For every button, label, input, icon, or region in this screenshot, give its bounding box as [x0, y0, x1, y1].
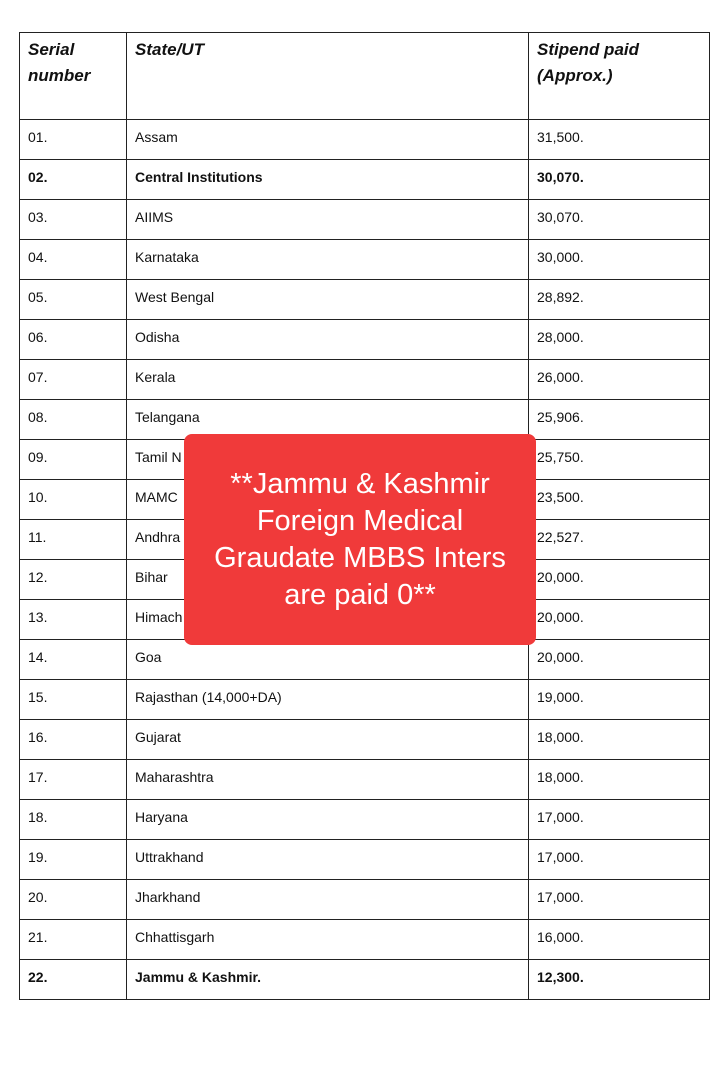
- cell-serial: 04.: [20, 240, 127, 280]
- cell-stipend: 20,000.: [529, 560, 710, 600]
- cell-serial: 16.: [20, 720, 127, 760]
- cell-state: Central Institutions: [127, 160, 529, 200]
- header-state-label: State/UT: [135, 40, 204, 59]
- cell-state: MAMC: [127, 480, 529, 520]
- table-row: [20, 320, 710, 360]
- cell-state: West Bengal: [127, 280, 529, 320]
- cell-state: Gujarat: [127, 720, 529, 760]
- cell-serial: 22.: [20, 960, 127, 1000]
- cell-stipend: 19,000.: [529, 680, 710, 720]
- overlay-notice: [184, 434, 536, 645]
- cell-serial: 08.: [20, 400, 127, 440]
- table-row: [20, 680, 710, 720]
- table-row: [20, 880, 710, 920]
- cell-stipend: 28,000.: [529, 320, 710, 360]
- cell-stipend: 25,750.: [529, 440, 710, 480]
- cell-state: Chhattisgarh: [127, 920, 529, 960]
- cell-state: Jammu & Kashmir.: [127, 960, 529, 1000]
- cell-serial: 05.: [20, 280, 127, 320]
- cell-stipend: 31,500.: [529, 120, 710, 160]
- cell-stipend: 17,000.: [529, 800, 710, 840]
- cell-stipend: 12,300.: [529, 960, 710, 1000]
- header-state-ut: [127, 33, 529, 120]
- cell-stipend: 17,000.: [529, 880, 710, 920]
- cell-state: Rajasthan (14,000+DA): [127, 680, 529, 720]
- table-row: [20, 800, 710, 840]
- cell-state: Maharashtra: [127, 760, 529, 800]
- cell-stipend: 18,000.: [529, 760, 710, 800]
- cell-serial: 13.: [20, 600, 127, 640]
- cell-stipend: 30,070.: [529, 200, 710, 240]
- cell-state: Kerala: [127, 360, 529, 400]
- cell-stipend: 23,500.: [529, 480, 710, 520]
- cell-state: Telangana: [127, 400, 529, 440]
- cell-serial: 19.: [20, 840, 127, 880]
- cell-serial: 18.: [20, 800, 127, 840]
- table-row: [20, 920, 710, 960]
- cell-serial: 14.: [20, 640, 127, 680]
- cell-state: Andhra: [127, 520, 529, 560]
- cell-state: Tamil N: [127, 440, 529, 480]
- cell-stipend: 28,892.: [529, 280, 710, 320]
- cell-state: Himach: [127, 600, 529, 640]
- cell-serial: 01.: [20, 120, 127, 160]
- table-row: [20, 960, 710, 1000]
- cell-state: Haryana: [127, 800, 529, 840]
- cell-stipend: 30,000.: [529, 240, 710, 280]
- table-row: [20, 240, 710, 280]
- cell-serial: 02.: [20, 160, 127, 200]
- cell-stipend: 20,000.: [529, 640, 710, 680]
- header-serial-number: [20, 33, 127, 120]
- cell-serial: 03.: [20, 200, 127, 240]
- cell-serial: 11.: [20, 520, 127, 560]
- table-row: [20, 160, 710, 200]
- header-serial-label: Serial number: [28, 40, 91, 85]
- cell-state: Bihar: [127, 560, 529, 600]
- table-row: [20, 640, 710, 680]
- cell-serial: 20.: [20, 880, 127, 920]
- cell-state: Assam: [127, 120, 529, 160]
- cell-serial: 07.: [20, 360, 127, 400]
- table-row: [20, 120, 710, 160]
- cell-serial: 09.: [20, 440, 127, 480]
- table-row: [20, 760, 710, 800]
- cell-state: Karnataka: [127, 240, 529, 280]
- cell-stipend: 25,906.: [529, 400, 710, 440]
- cell-serial: 21.: [20, 920, 127, 960]
- cell-stipend: 26,000.: [529, 360, 710, 400]
- cell-state: AIIMS: [127, 200, 529, 240]
- cell-serial: 15.: [20, 680, 127, 720]
- table-row: [20, 360, 710, 400]
- header-stipend-paid: [529, 33, 710, 120]
- cell-state: Odisha: [127, 320, 529, 360]
- header-row: [20, 33, 710, 120]
- table-row: [20, 200, 710, 240]
- cell-serial: 06.: [20, 320, 127, 360]
- table-row: [20, 720, 710, 760]
- header-stipend-label: Stipend paid (Approx.): [537, 40, 639, 85]
- cell-stipend: 18,000.: [529, 720, 710, 760]
- cell-serial: 12.: [20, 560, 127, 600]
- overlay-notice-text: **Jammu & Kashmir Foreign Medical Graudate MBBS Inters are paid 0**: [214, 467, 506, 611]
- cell-stipend: 17,000.: [529, 840, 710, 880]
- cell-stipend: 22,527.: [529, 520, 710, 560]
- cell-serial: 10.: [20, 480, 127, 520]
- cell-serial: 17.: [20, 760, 127, 800]
- table-row: [20, 840, 710, 880]
- cell-stipend: 30,070.: [529, 160, 710, 200]
- cell-state: Goa: [127, 640, 529, 680]
- cell-state: Jharkhand: [127, 880, 529, 920]
- table-row: [20, 280, 710, 320]
- cell-stipend: 16,000.: [529, 920, 710, 960]
- table-header: [20, 33, 710, 120]
- cell-stipend: 20,000.: [529, 600, 710, 640]
- cell-state: Uttrakhand: [127, 840, 529, 880]
